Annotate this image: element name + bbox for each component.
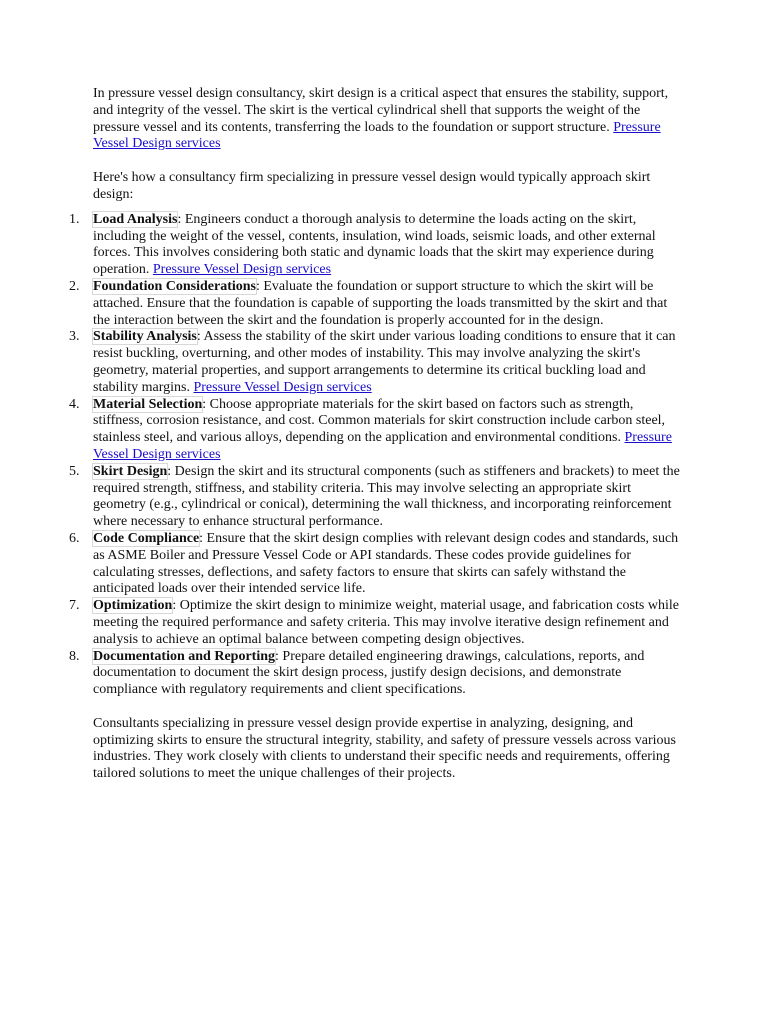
item-text: : Choose appropriate materials for the skirt based on factors such as strength, stiffness, corrosion resistance, and cost. Common materials for skirt construction include carbon steel, stainless steel, and various alloys, depending on the application and environmental conditions. bbox=[93, 396, 666, 446]
steps-list bbox=[69, 211, 683, 699]
item-number: 8. bbox=[69, 648, 80, 664]
closing-paragraph: Consultants specializing in pressure vessel design provide expertise in analyzing, designing, and optimizing skirts to ensure the structural integrity, stability, and safety of pressure vessels across various industries. They work closely with clients to understand their specific needs and requirements, offering tailored solutions to meet the unique challenges of their projects. bbox=[93, 715, 676, 782]
intro-paragraph bbox=[93, 86, 683, 153]
item-number: 3. bbox=[69, 329, 80, 345]
item-term: Material Selection bbox=[93, 396, 203, 412]
list-item bbox=[69, 530, 683, 598]
intro-link[interactable]: Pressure Vessel Design services bbox=[93, 119, 661, 152]
item-term: Optimization bbox=[93, 598, 173, 614]
item-term: Code Compliance bbox=[93, 530, 200, 546]
item-term: Foundation Considerations bbox=[93, 278, 256, 294]
item-number: 6. bbox=[69, 530, 80, 546]
item-text: : Design the skirt and its structural components (such as stiffeners and brackets) to meet the required strength, stiffness, and stability criteria. This may involve selecting an appropriate skirt geometry (e.g., cylindrical or conical), determining the wall thickness, and incorporating reinforcement where necessary to enhance structural performance. bbox=[93, 463, 680, 530]
item-link[interactable]: Pressure Vessel Design services bbox=[193, 379, 372, 395]
item-number: 7. bbox=[69, 598, 80, 614]
item-text: : Engineers conduct a thorough analysis to determine the loads acting on the skirt, including the weight of the vessel, contents, insulation, wind loads, seismic loads, and other external forces. This involves considering both static and dynamic loads that the skirt may experience during operation. bbox=[93, 211, 656, 278]
list-item bbox=[69, 396, 683, 464]
list-item bbox=[69, 211, 683, 279]
item-number: 5. bbox=[69, 463, 80, 479]
item-link[interactable]: Pressure Vessel Design services bbox=[152, 262, 332, 278]
intro-text: In pressure vessel design consultancy, skirt design is a critical aspect that ensures the stability, support, and integrity of the vessel. The skirt is the vertical cylindrical shell that supports the weight of the pressure vessel and its contents, transferring the loads to the foundation or support structure. bbox=[93, 86, 669, 135]
document-body bbox=[69, 86, 683, 783]
item-number: 2. bbox=[69, 278, 80, 294]
item-link[interactable]: Pressure Vessel Design services bbox=[93, 430, 672, 462]
lead-paragraph: Here's how a consultancy firm specializing in pressure vessel design would typically approach skirt design: bbox=[93, 170, 651, 202]
item-number: 4. bbox=[69, 396, 80, 412]
item-text: : Prepare detailed engineering drawings, calculations, reports, and documentation to document the skirt design process, justify design decisions, and demonstrate compliance with regulatory requirements and client specifications. bbox=[93, 648, 645, 698]
list-item bbox=[69, 598, 683, 648]
item-number: 1. bbox=[69, 211, 80, 227]
list-item bbox=[69, 648, 683, 699]
item-text: : Evaluate the foundation or support structure to which the skirt will be attached. Ensure that the foundation is capable of supporting the loads transmitted by the skirt and that the interaction between the skirt and the foundation is properly accounted for in the design. bbox=[93, 278, 668, 328]
list-item bbox=[69, 329, 683, 396]
list-item bbox=[69, 278, 683, 329]
list-item bbox=[69, 463, 683, 531]
item-term: Documentation and Reporting bbox=[93, 648, 276, 664]
item-term: Load Analysis bbox=[93, 211, 178, 227]
item-term: Stability Analysis bbox=[93, 329, 197, 345]
item-text: : Optimize the skirt design to minimize weight, material usage, and fabrication costs while meeting the required performance and safety criteria. This may involve iterative design refinement and analysis to achieve an optimal balance between competing design objectives. bbox=[93, 598, 679, 647]
item-text: : Ensure that the skirt design complies with relevant design codes and standards, such as ASME Boiler and Pressure Vessel Code or API standards. These codes provide guidelines for calculating stresses, deflections, and safety factors to ensure that skirts can safely withstand the anticipated loads over their intended service life. bbox=[93, 530, 679, 597]
item-text: : Assess the stability of the skirt under various loading conditions to ensure that it can resist buckling, overturning, and other modes of instability. This may involve analyzing the skirt's geometry, material properties, and support arrangements to determine its critical buckling load and stability margins. bbox=[93, 329, 676, 395]
item-term: Skirt Design bbox=[93, 463, 168, 479]
